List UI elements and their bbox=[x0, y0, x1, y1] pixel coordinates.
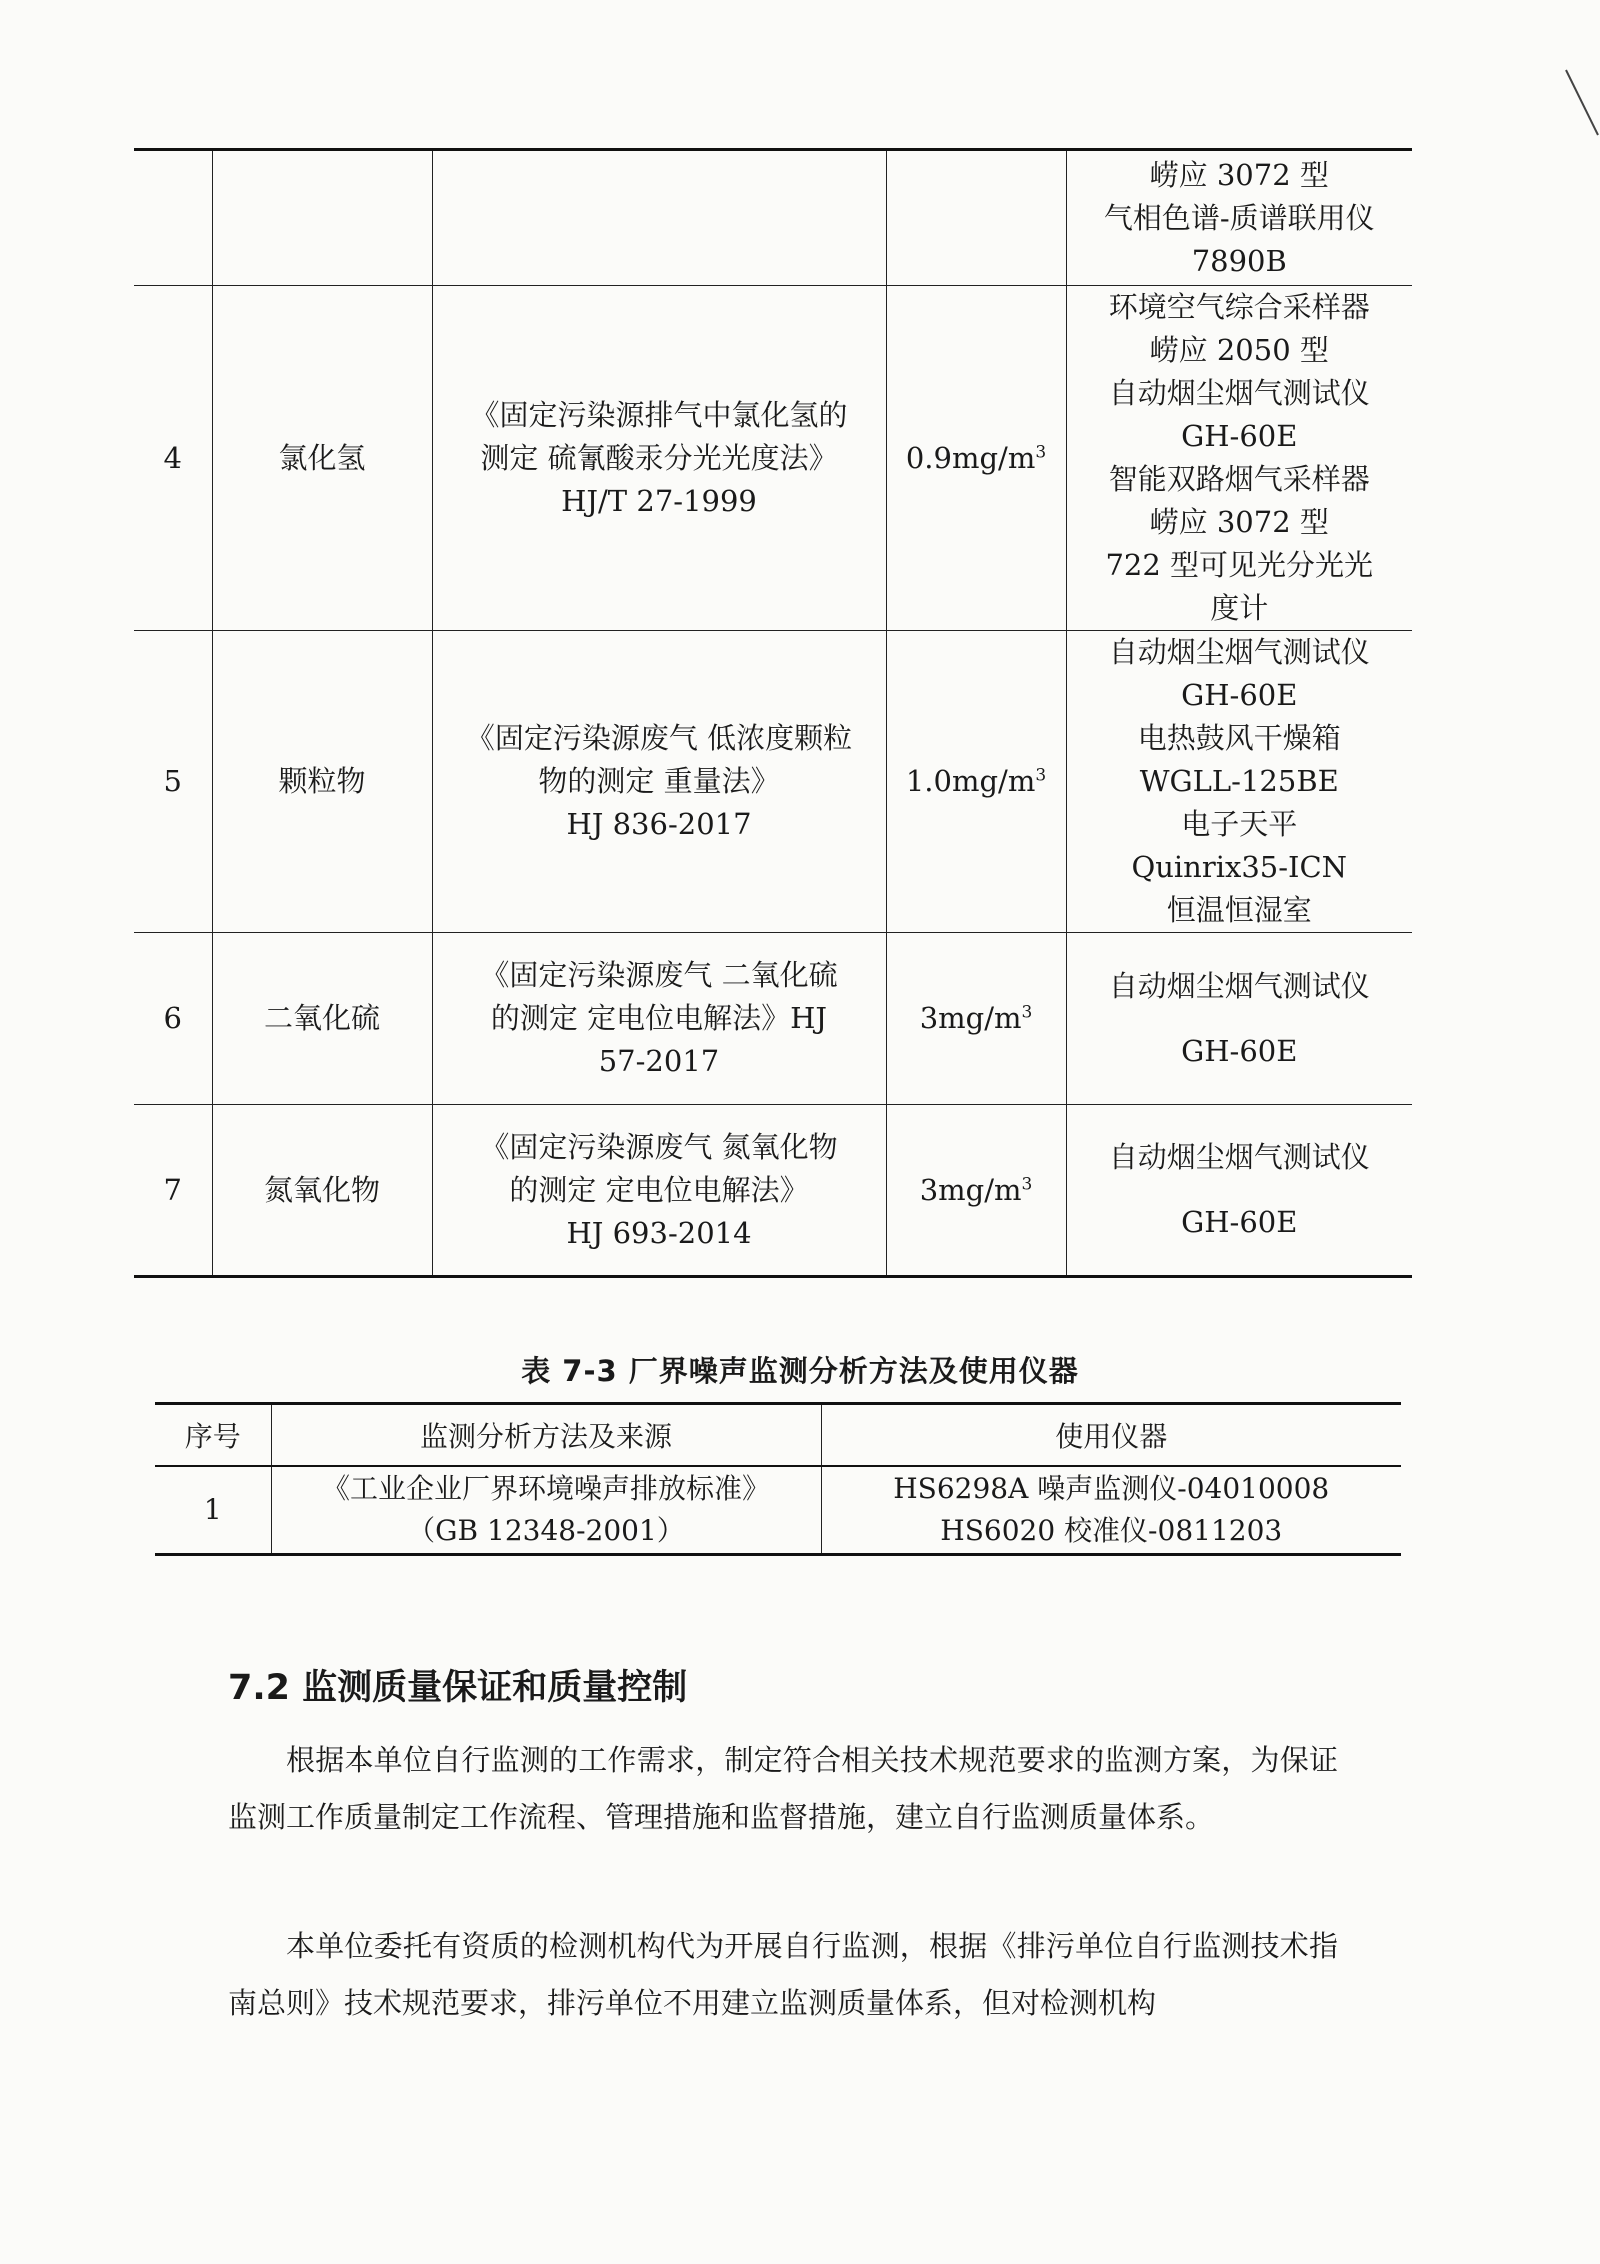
limit-value: 1.0mg/m bbox=[905, 764, 1036, 798]
cell-instruments bbox=[1066, 631, 1412, 933]
instrument-line: 722 型可见光分光光 bbox=[1105, 548, 1374, 582]
limit-value: 3mg/m bbox=[919, 1172, 1022, 1207]
instrument-line: 崂应 3072 型 bbox=[1149, 157, 1329, 192]
limit-unit-exponent: 3 bbox=[1035, 765, 1047, 786]
instrument-line: WGLL-125BE bbox=[1139, 764, 1339, 798]
instrument-line: 恒温恒湿室 bbox=[1166, 893, 1312, 927]
header-no: 序号 bbox=[155, 1404, 271, 1467]
table-row bbox=[155, 1466, 1401, 1555]
header-instruments: 使用仪器 bbox=[821, 1404, 1401, 1467]
instrument-line: Quinrix35-ICN bbox=[1131, 850, 1348, 884]
body-paragraph: 根据本单位自行监测的工作需求，制定符合相关技术规范要求的监测方案，为保证监测工作质量制定工作流程、管理措施和监督措施，建立自行监测质量体系。 bbox=[228, 1743, 1338, 1834]
cell-limit bbox=[886, 286, 1066, 631]
cell-method bbox=[432, 933, 886, 1105]
cell-item: 氮氧化物 bbox=[212, 1105, 432, 1277]
instrument-line: GH-60E bbox=[1181, 1205, 1298, 1239]
cell-limit bbox=[886, 933, 1066, 1105]
scan-edge-mark bbox=[1560, 0, 1600, 140]
cell-instruments bbox=[1066, 150, 1412, 286]
instrument-line: 自动烟尘烟气测试仪 bbox=[1108, 635, 1370, 669]
cell-no: 6 bbox=[134, 933, 212, 1105]
method-line: 《固定污染源排气中氯化氢的 bbox=[470, 397, 848, 432]
cell-no: 1 bbox=[155, 1466, 271, 1555]
limit-unit-exponent: 3 bbox=[1021, 1173, 1033, 1194]
cell-no bbox=[134, 150, 212, 286]
body-paragraph: 本单位委托有资质的检测机构代为开展自行监测，根据《排污单位自行监测技术指南总则》技术规范要求，排污单位不用建立监测质量体系，但对检测机构 bbox=[228, 1929, 1338, 2020]
cell-item bbox=[212, 150, 432, 286]
method-line: HJ 693-2014 bbox=[566, 1215, 752, 1250]
instrument-line: 智能双路烟气采样器 bbox=[1108, 462, 1370, 496]
cell-method bbox=[432, 1105, 886, 1277]
method-line: 的测定 定电位电解法》 bbox=[509, 1172, 809, 1207]
table-row bbox=[134, 1105, 1412, 1277]
cell-instruments bbox=[821, 1466, 1401, 1555]
method-line: 《固定污染源废气 低浓度颗粒 bbox=[465, 721, 853, 755]
method-line: 物的测定 重量法》 bbox=[538, 764, 780, 798]
cell-item: 颗粒物 bbox=[212, 631, 432, 933]
cell-no: 5 bbox=[134, 631, 212, 933]
cell-method bbox=[271, 1466, 821, 1555]
table-row bbox=[134, 933, 1412, 1105]
cell-item: 二氧化硫 bbox=[212, 933, 432, 1105]
cell-instruments bbox=[1066, 1105, 1412, 1277]
cell-instruments bbox=[1066, 933, 1412, 1105]
instrument-line: 自动烟尘烟气测试仪 bbox=[1108, 1140, 1370, 1174]
instrument-line: 电热鼓风干燥箱 bbox=[1137, 721, 1341, 755]
instrument-line: 电子天平 bbox=[1181, 807, 1298, 841]
instrument-line: HS6298A 噪声监测仪-04010008 bbox=[893, 1472, 1330, 1505]
table-row bbox=[134, 286, 1412, 631]
method-line: 《工业企业厂界环境噪声排放标准》 bbox=[321, 1472, 770, 1505]
cell-limit bbox=[886, 631, 1066, 933]
limit-unit-exponent: 3 bbox=[1035, 441, 1047, 462]
method-line: 《固定污染源废气 氮氧化物 bbox=[480, 1129, 838, 1164]
method-line: 测定 硫氰酸汞分光光度法》 bbox=[480, 440, 838, 475]
method-line: 的测定 定电位电解法》HJ bbox=[490, 1001, 828, 1035]
noise-monitoring-table bbox=[155, 1402, 1401, 1556]
method-line: （GB 12348-2001） bbox=[407, 1514, 685, 1547]
instrument-line: 自动烟尘烟气测试仪 bbox=[1108, 376, 1370, 410]
instrument-line: GH-60E bbox=[1181, 1033, 1298, 1068]
cell-no: 7 bbox=[134, 1105, 212, 1277]
instrument-line: GH-60E bbox=[1181, 419, 1298, 453]
limit-unit-exponent: 3 bbox=[1021, 1002, 1033, 1023]
cell-instruments bbox=[1066, 286, 1412, 631]
instrument-line: 气相色谱-质谱联用仪 bbox=[1103, 200, 1375, 235]
cell-method bbox=[432, 150, 886, 286]
method-line: HJ/T 27-1999 bbox=[561, 483, 757, 518]
instrument-line: 环境空气综合采样器 bbox=[1108, 290, 1370, 324]
table-row bbox=[134, 150, 1412, 286]
instrument-line: 度计 bbox=[1210, 591, 1269, 625]
method-line: 57-2017 bbox=[598, 1044, 720, 1078]
header-method: 监测分析方法及来源 bbox=[271, 1404, 821, 1467]
method-line: HJ 836-2017 bbox=[566, 807, 752, 841]
instrument-line: 7890B bbox=[1191, 243, 1287, 278]
monitoring-methods-table bbox=[134, 148, 1412, 1278]
instrument-line: 自动烟尘烟气测试仪 bbox=[1108, 968, 1370, 1003]
cell-item: 氯化氢 bbox=[212, 286, 432, 631]
instrument-line: GH-60E bbox=[1181, 678, 1298, 712]
limit-value: 3mg/m bbox=[919, 1001, 1022, 1035]
cell-limit bbox=[886, 1105, 1066, 1277]
cell-no: 4 bbox=[134, 286, 212, 631]
table-header-row bbox=[155, 1404, 1401, 1467]
instrument-line: 崂应 2050 型 bbox=[1149, 333, 1329, 367]
cell-method bbox=[432, 631, 886, 933]
table-row bbox=[134, 631, 1412, 933]
method-line: 《固定污染源废气 二氧化硫 bbox=[480, 958, 838, 992]
instrument-line: 崂应 3072 型 bbox=[1149, 505, 1329, 539]
limit-value: 0.9mg/m bbox=[905, 440, 1036, 475]
cell-method bbox=[432, 286, 886, 631]
table-caption: 表 7-3 厂界噪声监测分析方法及使用仪器 bbox=[521, 1354, 1079, 1388]
instrument-line: HS6020 校准仪-0811203 bbox=[940, 1514, 1283, 1547]
section-heading: 7.2 监测质量保证和质量控制 bbox=[228, 1668, 688, 1708]
cell-limit bbox=[886, 150, 1066, 286]
